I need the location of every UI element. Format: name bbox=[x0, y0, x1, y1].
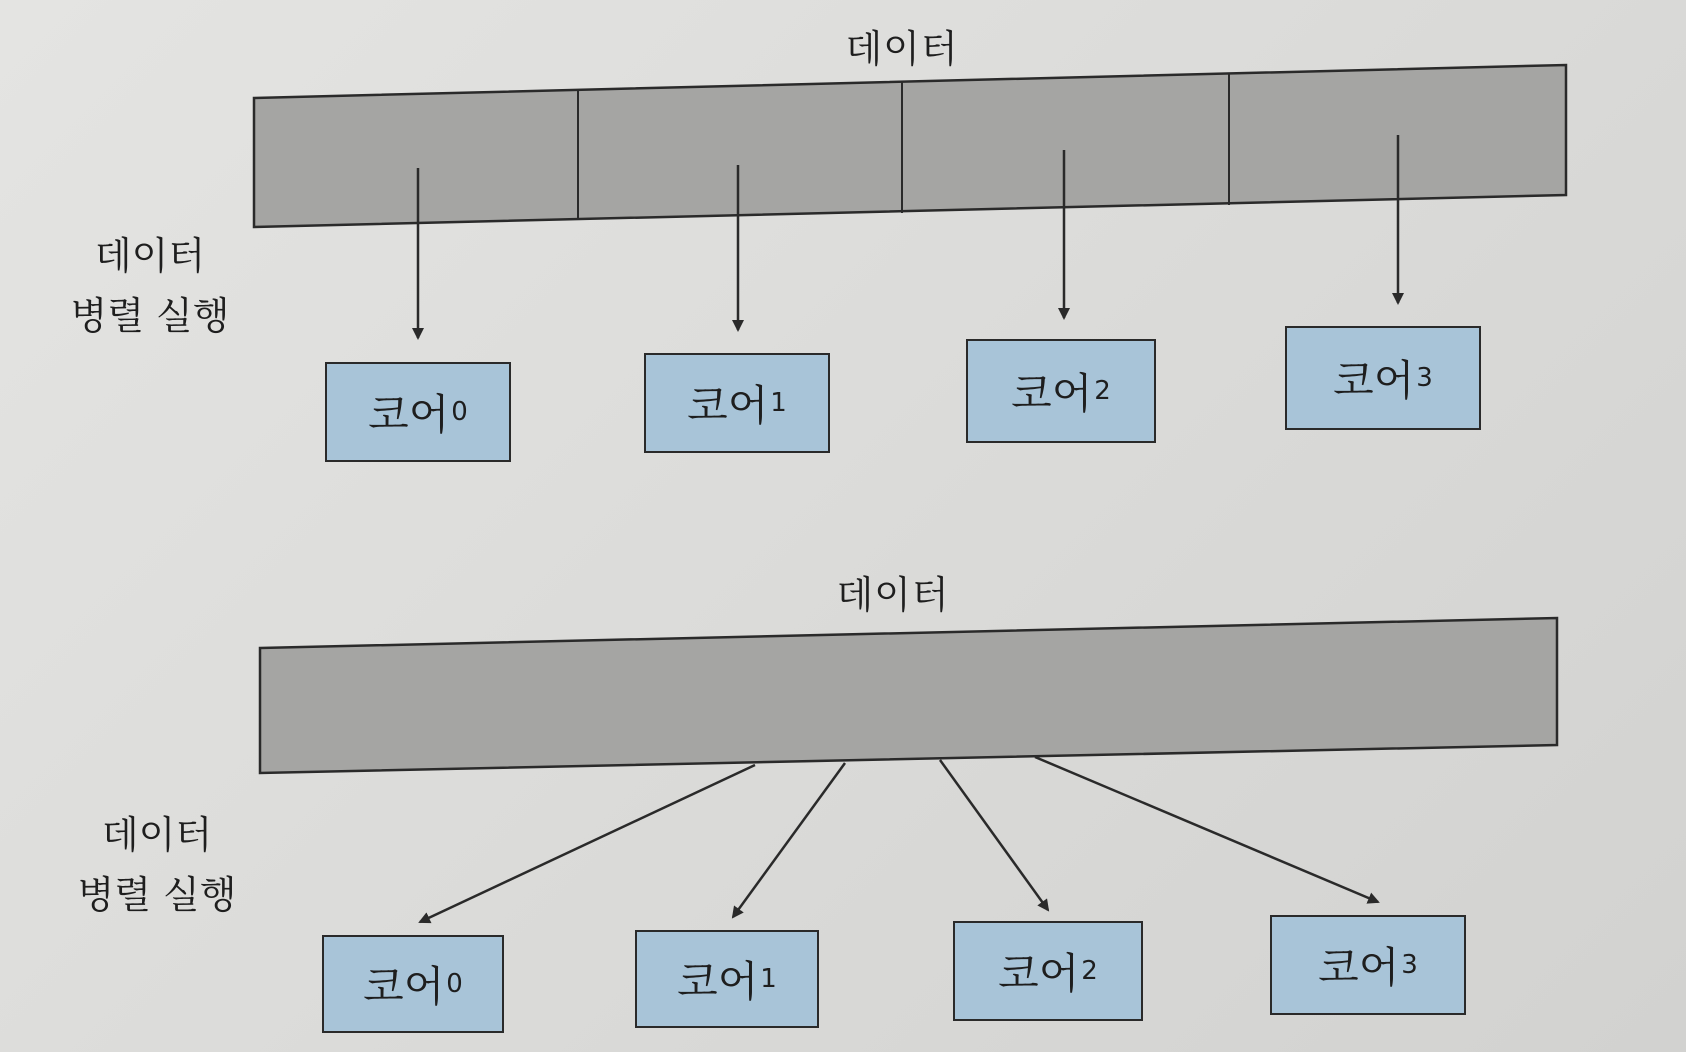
bottom-core-0 bbox=[322, 935, 504, 1033]
bottom-side-label bbox=[78, 805, 237, 925]
top-core-1 bbox=[644, 353, 830, 453]
bottom-side-label-line-2: 병렬 실행 bbox=[77, 873, 237, 917]
core-label: 코어 bbox=[1011, 369, 1093, 418]
bottom-side-label-line-1: 데이터 bbox=[101, 813, 213, 857]
core-index: 1 bbox=[770, 388, 787, 418]
core-label: 코어 bbox=[998, 949, 1080, 998]
core-index: 2 bbox=[1081, 956, 1098, 986]
top-core-0 bbox=[325, 362, 511, 462]
core-label: 코어 bbox=[1318, 943, 1400, 992]
bottom-core-1 bbox=[635, 930, 819, 1028]
bottom-arrow-3 bbox=[1035, 757, 1378, 902]
core-index: 2 bbox=[1094, 376, 1111, 406]
bottom-arrow-0 bbox=[420, 765, 755, 922]
top-data-bar bbox=[254, 65, 1566, 227]
bottom-data-bar bbox=[260, 618, 1557, 773]
core-label: 코어 bbox=[1333, 356, 1415, 405]
top-data-title: 데이터 bbox=[845, 27, 959, 71]
bottom-core-3 bbox=[1270, 915, 1466, 1015]
core-index: 0 bbox=[451, 397, 468, 427]
top-core-3 bbox=[1285, 326, 1481, 430]
bottom-arrow-2 bbox=[940, 760, 1048, 910]
bottom-arrow-1 bbox=[733, 763, 845, 917]
core-index: 3 bbox=[1401, 950, 1418, 980]
core-label: 코어 bbox=[687, 381, 769, 430]
core-label: 코어 bbox=[677, 957, 759, 1006]
top-side-label-line-1: 데이터 bbox=[94, 234, 206, 278]
top-side-label-line-2: 병렬 실행 bbox=[70, 294, 230, 338]
bottom-core-2 bbox=[953, 921, 1143, 1021]
core-label: 코어 bbox=[368, 390, 450, 439]
core-index: 3 bbox=[1416, 363, 1433, 393]
top-core-2 bbox=[966, 339, 1156, 443]
core-index: 1 bbox=[760, 964, 777, 994]
core-index: 0 bbox=[446, 969, 463, 999]
bottom-data-title: 데이터 bbox=[836, 573, 950, 617]
core-label: 코어 bbox=[363, 962, 445, 1011]
top-side-label bbox=[71, 226, 230, 346]
